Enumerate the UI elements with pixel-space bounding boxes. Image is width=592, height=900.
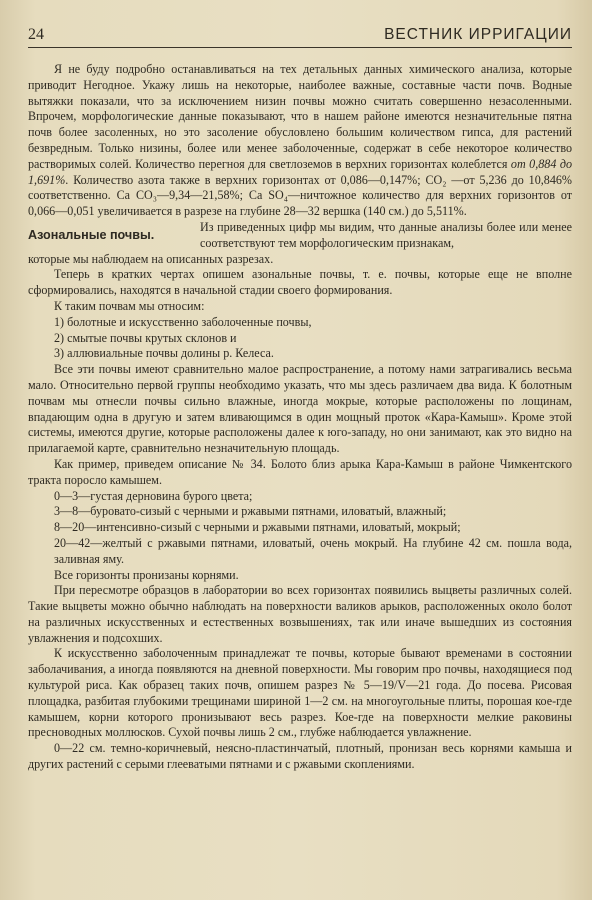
paragraph-bog-soils: Все эти почвы имеют сравнительно малое распространение, а потому нами затрагивались весьма мало. Относительно первой группы необходимо указать, что мы здесь различаем два вида. К болотным почвам мы отнесли почвы сильно влажные, иногда мокрые, которые расположены по лощинам, впадающим одна в другую и затем вливающимся в один мощный проток «Кара-Камыш». Кроме этой системы, имеются другие, которые расположены далее к юго-западу, но они занимают, как это видно на прилагаемой карте, сравнительно незначительную площадь. bbox=[28, 362, 572, 456]
paragraph-chemical-analysis: Я не буду подробно останавливаться на тех детальных данных химического анализа, которые приводит Негодное. Укажу лишь на некоторые, наиболее важные, составные части почв. Водные вытяжки показали, что за исключением низин почвы можно считать совершенно незасоленными. Впрочем, морфологические данные показывают, что в нашем районе имеются незначительные пятна почв более засоленных, но это засоление обусловлено большим количеством гипса, для растений безвредным. Только низины, более или менее заболоченные, содержат в себе некоторое количество растворимых солей. Количество перегноя для светлоземов в верхних горизонтах колеблется от 0,884 до 1,691%. Количество азота также в верхних горизонтах от 0,086—0,147%; CO₂ —от 5,236 до 10,846% соответственно. Ca CO₃—9,34—21,58%; Ca SO₄—ничтожное количество для верхних горизонтов от 0,066—0,051 увеличивается в разрезе на глубине 28—32 вершка (140 см.) до 5,511%. bbox=[28, 62, 573, 219]
journal-title: ВЕСТНИК ИРРИГАЦИИ bbox=[384, 26, 572, 43]
horizon-line: 0—3—густая дерновина бурого цвета; bbox=[54, 488, 253, 503]
paragraph-section-continuation: которые мы наблюдаем на описанных разрезах. bbox=[28, 251, 274, 266]
paragraph-artificial-bog: К искусственно заболоченным принадлежат те почвы, которые бывают временами в состоянии заболачивания, а иногда появляются на дневной поверхности. Мы говорим про почвы, находящиеся под культурой риса. Как образец таких почв, опишем разрез № 5—19/V—21 года. До посева. Рисовая площадка, разбитая глубокими трещинами шириной 1—2 см. на многоугольные плиты, порошая кое-где камышем, корни которого пронизывают весь разрез. Кое-где на поверхности мелкие раковины пресноводных моллюсков. Сухой почвы лишь 2 см., глубже наблюдается увлажнение. bbox=[28, 646, 572, 740]
section-azonal bbox=[28, 220, 572, 252]
section-heading: Азональные почвы. bbox=[28, 227, 155, 242]
list-item: 2) смытые почвы крутых склонов и bbox=[54, 330, 237, 345]
paragraph-lab-review: При пересмотре образцов в лаборатории во всех горизонтах появились выцветы различных солей. Такие выцветы можно обычно наблюдать на поверхности валиков арыков, расположенных около болот на различных искусственных и естественных возвышениях, так или иначе вышедших из состояния увлажнения и подсохших. bbox=[28, 583, 572, 645]
paragraph-azonal-description: Теперь в кратких чертах опишем азональные почвы, т. е. почвы, которые еще не вполне сформировались, находятся в начальной стадии своего формирования. bbox=[28, 267, 572, 298]
article-body bbox=[28, 62, 572, 773]
horizon-line: 8—20—интенсивно-сизый с черными и ржавыми пятнами, иловатый, мокрый; bbox=[54, 520, 461, 535]
list-item: 3) аллювиальные почвы долины р. Келеса. bbox=[54, 346, 274, 361]
section-intro-text: Из приведенных цифр мы видим, что данные анализы более или менее соответствуют тем морфологическим признакам, bbox=[200, 219, 572, 250]
horizon-line: 20—42—желтый с ржавыми пятнами, иловатый, очень мокрый. На глубине 42 см. пошла вода, заливная яму. bbox=[54, 535, 572, 566]
paragraph-list-intro: К таким почвам мы относим: bbox=[54, 298, 205, 313]
paragraph-example: Как пример, приведем описание № 34. Болото близ арыка Кара-Камыш в районе Чимкентского тракта поросло камышем. bbox=[28, 456, 572, 487]
paragraph-roots: Все горизонты пронизаны корнями. bbox=[54, 567, 239, 582]
page-header bbox=[28, 26, 572, 48]
paragraph-horizon-description: 0—22 см. темно-коричневый, неясно-пластинчатый, плотный, пронизан весь корнями камыша и других растений с серыми глееватыми пятнами и с ржавыми скоплениями. bbox=[28, 741, 572, 772]
list-item: 1) болотные и искусственно заболоченные почвы, bbox=[54, 314, 312, 329]
page-number: 24 bbox=[28, 26, 44, 43]
horizon-line: 3—8—буровато-сизый с черными и ржавыми пятнами, иловатый, влажный; bbox=[54, 504, 447, 519]
